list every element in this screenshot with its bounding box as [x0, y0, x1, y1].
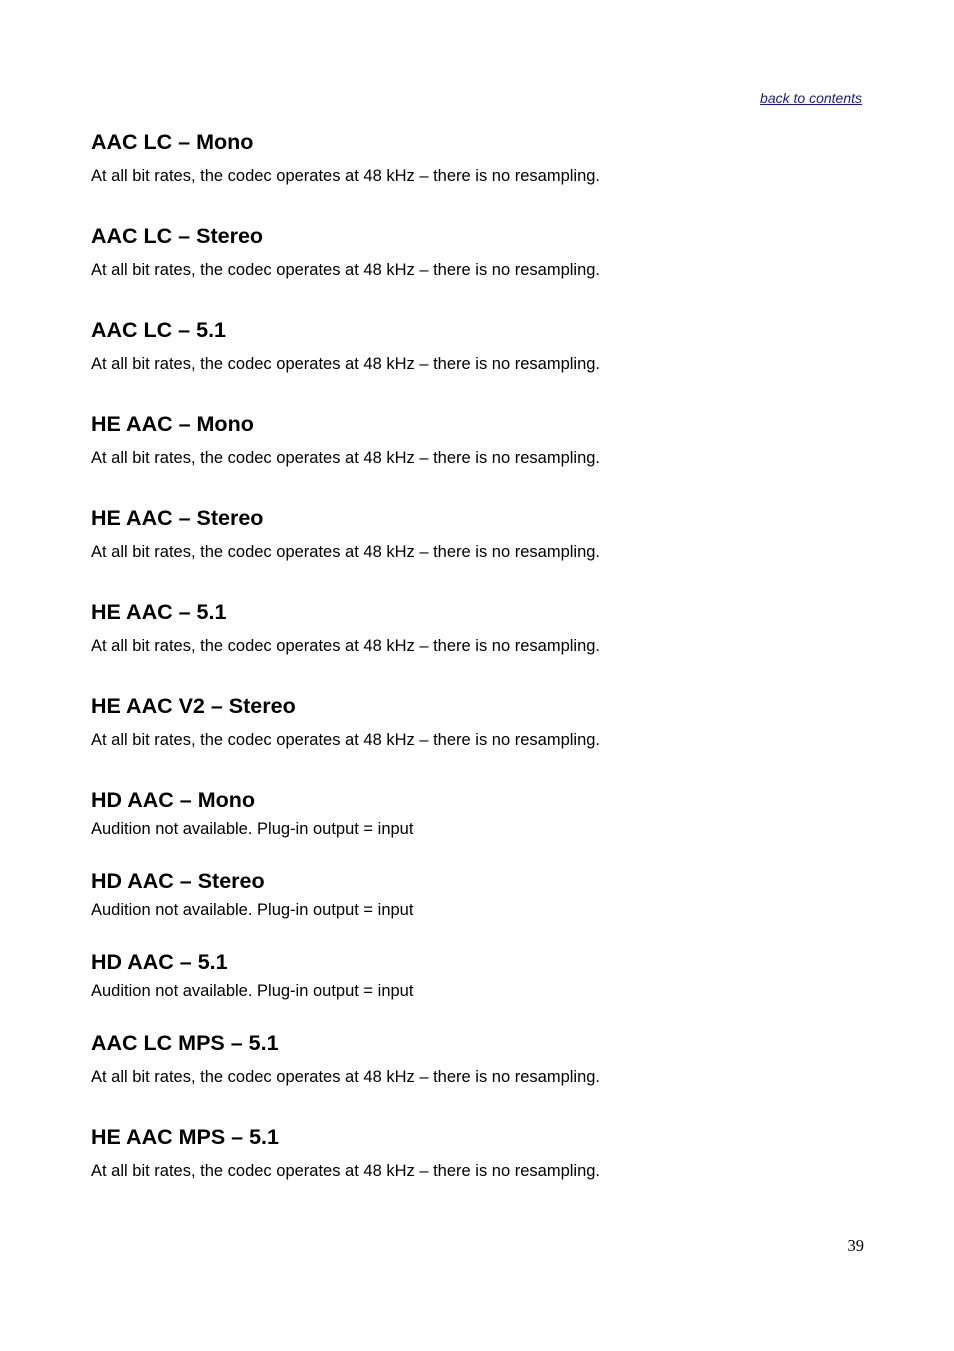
section-he-aac-stereo: [91, 503, 871, 597]
section-heading: HE AAC – Mono: [91, 412, 254, 436]
section-he-aac-5-1: [91, 597, 871, 691]
section-aac-lc-mono: [91, 127, 871, 221]
section-aac-lc-5-1: [91, 315, 871, 409]
section-text: At all bit rates, the codec operates at 48 kHz – there is no resampling.: [91, 731, 601, 749]
back-to-contents-link[interactable]: back to contents: [760, 90, 862, 106]
section-heading: HE AAC – Stereo: [91, 506, 264, 530]
section-heading: HD AAC – Stereo: [91, 869, 265, 893]
section-heading: HE AAC – 5.1: [91, 600, 227, 624]
section-hd-aac-stereo: [91, 866, 871, 947]
section-heading: HE AAC MPS – 5.1: [91, 1125, 279, 1149]
section-text: At all bit rates, the codec operates at 48 kHz – there is no resampling.: [91, 637, 601, 655]
section-text: At all bit rates, the codec operates at 48 kHz – there is no resampling.: [91, 355, 601, 373]
section-he-aac-v2-stereo: [91, 691, 871, 785]
section-he-aac-mono: [91, 409, 871, 503]
section-text: At all bit rates, the codec operates at 48 kHz – there is no resampling.: [91, 543, 601, 561]
section-aac-lc-mps-5-1: [91, 1028, 871, 1122]
section-heading: AAC LC – 5.1: [91, 318, 227, 342]
section-he-aac-mps-5-1: [91, 1122, 871, 1216]
section-text: Audition not available. Plug-in output = input: [91, 982, 414, 1000]
section-heading: HD AAC – Mono: [91, 788, 256, 812]
section-text: Audition not available. Plug-in output = input: [91, 901, 414, 919]
section-heading: HE AAC V2 – Stereo: [91, 694, 296, 718]
section-heading: AAC LC – Mono: [91, 130, 254, 154]
section-text: At all bit rates, the codec operates at 48 kHz – there is no resampling.: [91, 261, 601, 279]
section-aac-lc-stereo: [91, 221, 871, 315]
section-hd-aac-mono: [91, 785, 871, 866]
document-body: [91, 127, 871, 1216]
section-text: At all bit rates, the codec operates at 48 kHz – there is no resampling.: [91, 1162, 601, 1180]
section-heading: AAC LC MPS – 5.1: [91, 1031, 279, 1055]
section-heading: HD AAC – 5.1: [91, 950, 228, 974]
section-hd-aac-5-1: [91, 947, 871, 1028]
page-number: 39: [847, 1236, 864, 1255]
section-text: At all bit rates, the codec operates at 48 kHz – there is no resampling.: [91, 449, 601, 467]
section-heading: AAC LC – Stereo: [91, 224, 264, 248]
section-text: Audition not available. Plug-in output = input: [91, 820, 414, 838]
section-text: At all bit rates, the codec operates at 48 kHz – there is no resampling.: [91, 167, 601, 185]
section-text: At all bit rates, the codec operates at 48 kHz – there is no resampling.: [91, 1068, 601, 1086]
